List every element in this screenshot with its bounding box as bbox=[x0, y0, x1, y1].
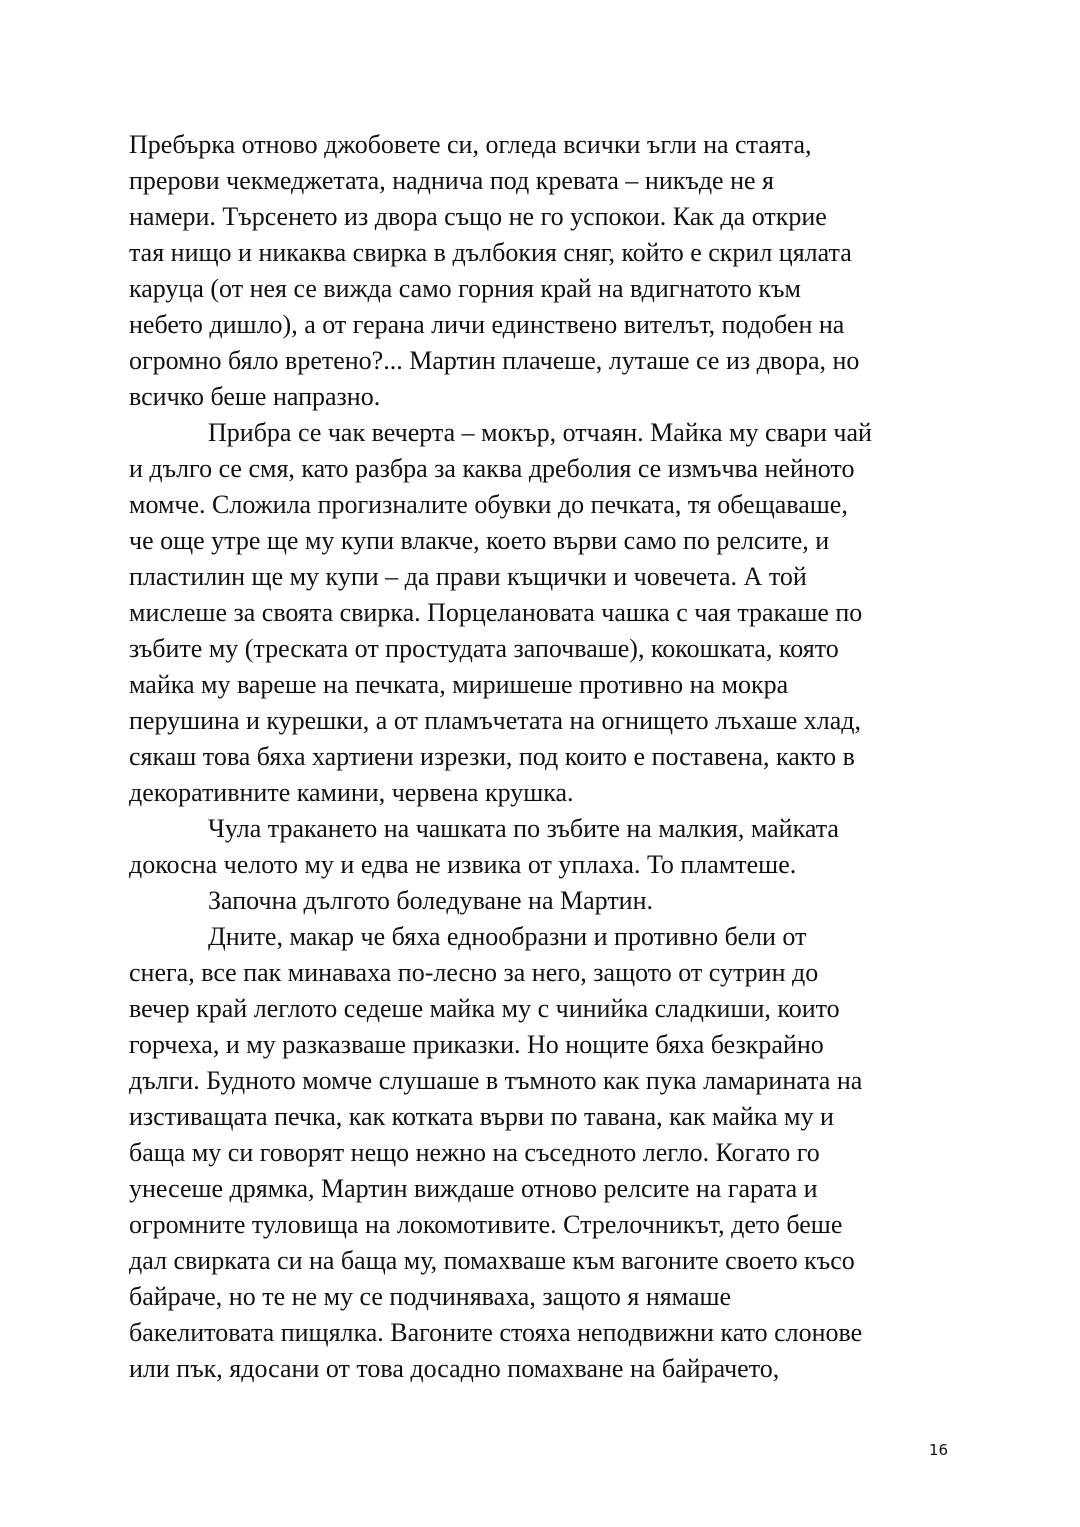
text-line: изстиващата печка, как котката върви по тавана, как майка му и bbox=[129, 1102, 834, 1131]
text-line: мислеше за своята свирка. Порцелановата чашка с чая тракаше по bbox=[129, 598, 863, 627]
text-line: снега, все пак минаваха по-лесно за него, защото от сутрин до bbox=[129, 958, 819, 987]
text-line: дълги. Будното момче слушаше в тъмното как пука ламарината на bbox=[129, 1066, 863, 1095]
text-line: баща му си говорят нещо нежно на съседното легло. Когато го bbox=[129, 1138, 820, 1167]
text-line: майка му вареше на печката, миришеше противно на мокра bbox=[129, 670, 789, 699]
text-line: вечер край леглото седеше майка му с чинийка сладкиши, които bbox=[129, 994, 840, 1023]
page-number: 16 bbox=[929, 1441, 949, 1459]
text-line: бакелитовата пищялка. Вагоните стояха неподвижни като слонове bbox=[129, 1318, 863, 1347]
text-line: горчеха, и му разказваше приказки. Но нощите бяха безкрайно bbox=[129, 1030, 824, 1059]
text-line: байраче, но те не му се подчиняваха, защото я нямаше bbox=[129, 1282, 732, 1311]
text-line: декоративните камини, червена крушка. bbox=[129, 778, 574, 807]
body-text bbox=[129, 127, 959, 1387]
text-line: прерови чекмеджетата, надничa под кревата – никъде не я bbox=[129, 166, 774, 195]
text-line: тая нищо и никаква свирка в дълбокия сняг, който е скрил цялата bbox=[129, 238, 852, 267]
text-line: Пребърка отново джобовете си, огледа всички ъгли на стаята, bbox=[129, 130, 812, 159]
paragraph-start-line: Дните, макар че бяха еднообразни и противно бели от bbox=[208, 922, 807, 951]
text-line: момче. Сложила прогизналите обувки до печката, тя обещаваше, bbox=[129, 490, 848, 519]
paragraph-start-line: Прибра се чак вечерта – мокър, отчаян. Майка му свари чай bbox=[208, 418, 872, 447]
text-line: или пък, ядосани от това досадно помахване на байрачето, bbox=[129, 1354, 780, 1383]
text-line: огромно бяло вретено?... Мартин плачеше, луташе се из двора, но bbox=[129, 346, 860, 375]
text-line: сякаш това бяха хартиени изрезки, под които е поставена, както в bbox=[129, 742, 855, 771]
text-line: зъбите му (треската от простудата започваше), кокошката, която bbox=[129, 634, 839, 663]
text-line: че още утре ще му купи влакче, което върви само по релсите, и bbox=[129, 526, 830, 555]
text-line: всичко беше напразно. bbox=[129, 382, 381, 411]
paragraph-start-line: Започна дългото боледуване на Мартин. bbox=[208, 886, 654, 915]
text-line: унесеше дрямка, Мартин виждаше отново релсите на гарата и bbox=[129, 1174, 818, 1203]
text-line: каруца (от нея се вижда само горния край на вдигнатото към bbox=[129, 274, 801, 303]
text-line: пластилин ще му купи – да прави къщички и човечета. А той bbox=[129, 562, 807, 591]
text-line: небето дишло), а от герана личи единствено вителът, подобен на bbox=[129, 310, 845, 339]
text-line: намери. Търсенето из двора също не го успокои. Как да открие bbox=[129, 202, 827, 231]
text-line: докосна челото му и едва не извика от уплаха. То пламтеше. bbox=[129, 850, 797, 879]
text-line: перушина и курешки, а от пламъчетата на огнището лъхаше хлад, bbox=[129, 706, 861, 735]
text-line: и дълго се смя, като разбра за каква дреболия се измъчва нейното bbox=[129, 454, 855, 483]
paragraph-start-line: Чула тракането на чашката по зъбите на малкия, майката bbox=[208, 814, 839, 843]
text-line: дал свирката си на баща му, помахваше към вагоните своето късо bbox=[129, 1246, 855, 1275]
text-line: огромните туловища на локомотивите. Стрелочникът, дето беше bbox=[129, 1210, 843, 1239]
